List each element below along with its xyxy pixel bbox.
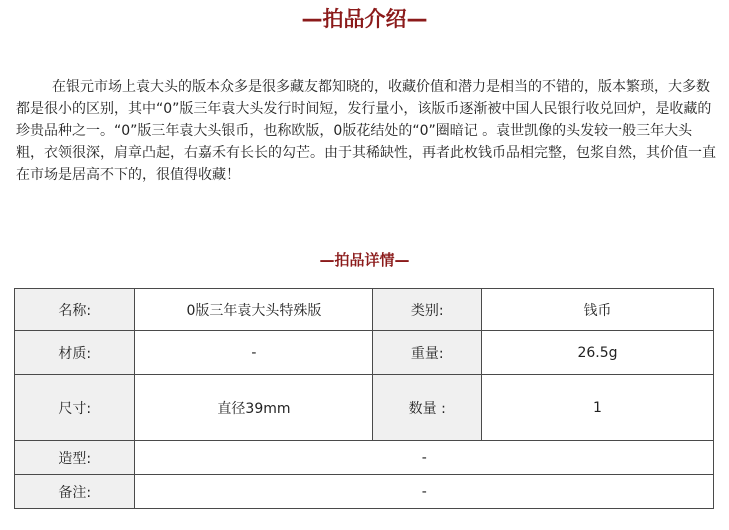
material-value: - bbox=[135, 331, 373, 375]
intro-paragraph: 在银元市场上袁大头的版本众多是很多藏友都知晓的，收藏价值和潜力是相当的不错的，版本繁琐，大多数都是很小的区别，其中“0”版三年袁大头发行时间短，发行量小，该版币逐渐被中国人民银行收兑回炉，是收藏的珍贵品种之一。“0”版三年袁大头银币，也称欧版，0版花结处的“0”圈暗记 。袁世凯像的头发较一般三年大头粗，衣领很深，肩章凸起，右嘉禾有长长的勾芒。由于其稀缺性，再者此枚钱币品相完整，包浆自然，其价值一直在市场是居高不下的，很值得收藏！ bbox=[16, 79, 716, 183]
name-value: 0版三年袁大头特殊版 bbox=[135, 289, 373, 331]
table-row bbox=[15, 441, 714, 475]
details-table bbox=[14, 288, 714, 509]
notes-label: 备注: bbox=[15, 475, 135, 509]
size-label: 尺寸: bbox=[15, 375, 135, 441]
table-row bbox=[15, 331, 714, 375]
weight-label: 重量: bbox=[373, 331, 482, 375]
weight-value: 26.5g bbox=[481, 331, 713, 375]
size-value: 直径39mm bbox=[135, 375, 373, 441]
table-row bbox=[15, 475, 714, 509]
notes-value: - bbox=[135, 475, 714, 509]
category-value: 钱币 bbox=[481, 289, 713, 331]
table-row bbox=[15, 375, 714, 441]
details-title: —拍品详情— bbox=[319, 251, 410, 269]
quantity-label: 数量 : bbox=[373, 375, 482, 441]
page-title: —拍品介绍— bbox=[301, 7, 428, 31]
name-label: 名称: bbox=[15, 289, 135, 331]
category-label: 类别: bbox=[373, 289, 482, 331]
shape-label: 造型: bbox=[15, 441, 135, 475]
material-label: 材质: bbox=[15, 331, 135, 375]
shape-value: - bbox=[135, 441, 714, 475]
quantity-value: 1 bbox=[481, 375, 713, 441]
table-row bbox=[15, 289, 714, 331]
